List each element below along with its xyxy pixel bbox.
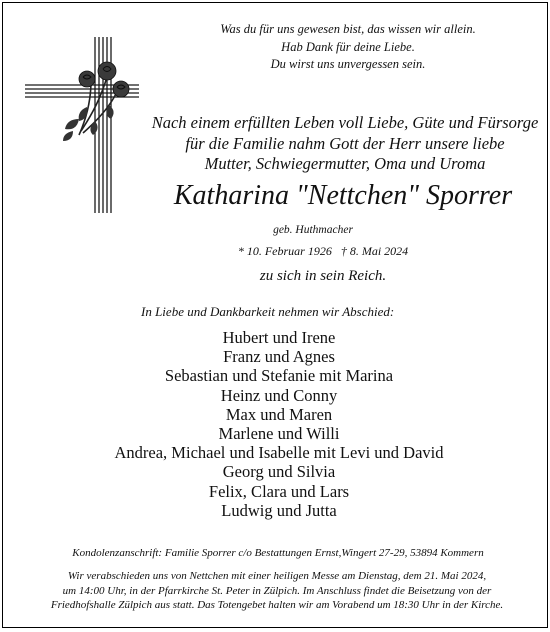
intro-line: Nach einem erfüllten Leben voll Liebe, Güte und Fürsorge — [151, 113, 539, 132]
deceased-name: Katharina "Nettchen" Sporrer — [173, 180, 513, 211]
intro-line: Mutter, Schwiegermutter, Oma und Uroma — [204, 154, 486, 173]
mourner-entry: Marlene und Willi — [218, 424, 340, 444]
mourner-entry: Ludwig und Jutta — [221, 500, 337, 520]
mourner-entry: Felix, Clara und Lars — [208, 481, 350, 501]
poem-line: Was du für uns gewesen bist, das wissen wir allein. — [220, 22, 476, 36]
reich-line: zu sich in sein Reich. — [259, 268, 387, 284]
obituary-notice — [2, 2, 548, 628]
intro-line: für die Familie nahm Gott der Herr unsere liebe — [185, 133, 505, 153]
mourner-entry: Franz und Agnes — [223, 347, 335, 367]
service-info — [19, 569, 535, 613]
mourner-entry: Andrea, Michael und Isabelle mit Levi und David — [114, 443, 444, 463]
mourners-list — [79, 328, 479, 520]
service-line: Wir verabschieden uns von Nettchen mit einer heiligen Messe am Dienstag, dem 21. Mai 2024, — [67, 570, 487, 582]
maiden-name: geb. Huthmacher — [273, 224, 353, 236]
mourner-entry: Sebastian und Stefanie mit Marina — [164, 366, 394, 386]
mourner-entry: Heinz und Conny — [220, 385, 338, 405]
mourner-entry: Georg und Silvia — [222, 462, 336, 482]
condolence-address: Kondolenzanschrift: Familie Sporrer c/o Bestattungen Ernst,Wingert 27-29, 53894 Kommern — [72, 547, 484, 559]
mourner-entry: Max und Maren — [225, 404, 333, 424]
service-line: um 14:00 Uhr, in der Pfarrkirche St. Peter in Zülpich. Im Anschluss findet die Beisetzung von der — [62, 584, 492, 597]
poem — [153, 21, 543, 74]
poem-line: Hab Dank für deine Liebe. — [281, 39, 415, 54]
service-line: Friedhofshalle Zülpich aus statt. Das Totengebet halten wir am Vorabend um 18:30 Uhr in der Kirche. — [50, 599, 504, 611]
mourner-entry: Hubert und Irene — [222, 328, 336, 347]
intro-text — [145, 113, 545, 175]
farewell-line: In Liebe und Dankbarkeit nehmen wir Abschied: — [141, 304, 395, 319]
cross-with-roses-icon — [21, 35, 141, 215]
poem-line: Du wirst uns unvergessen sein. — [270, 57, 426, 71]
birth-death-dates: * 10. Februar 1926 † 8. Mai 2024 — [237, 244, 409, 258]
